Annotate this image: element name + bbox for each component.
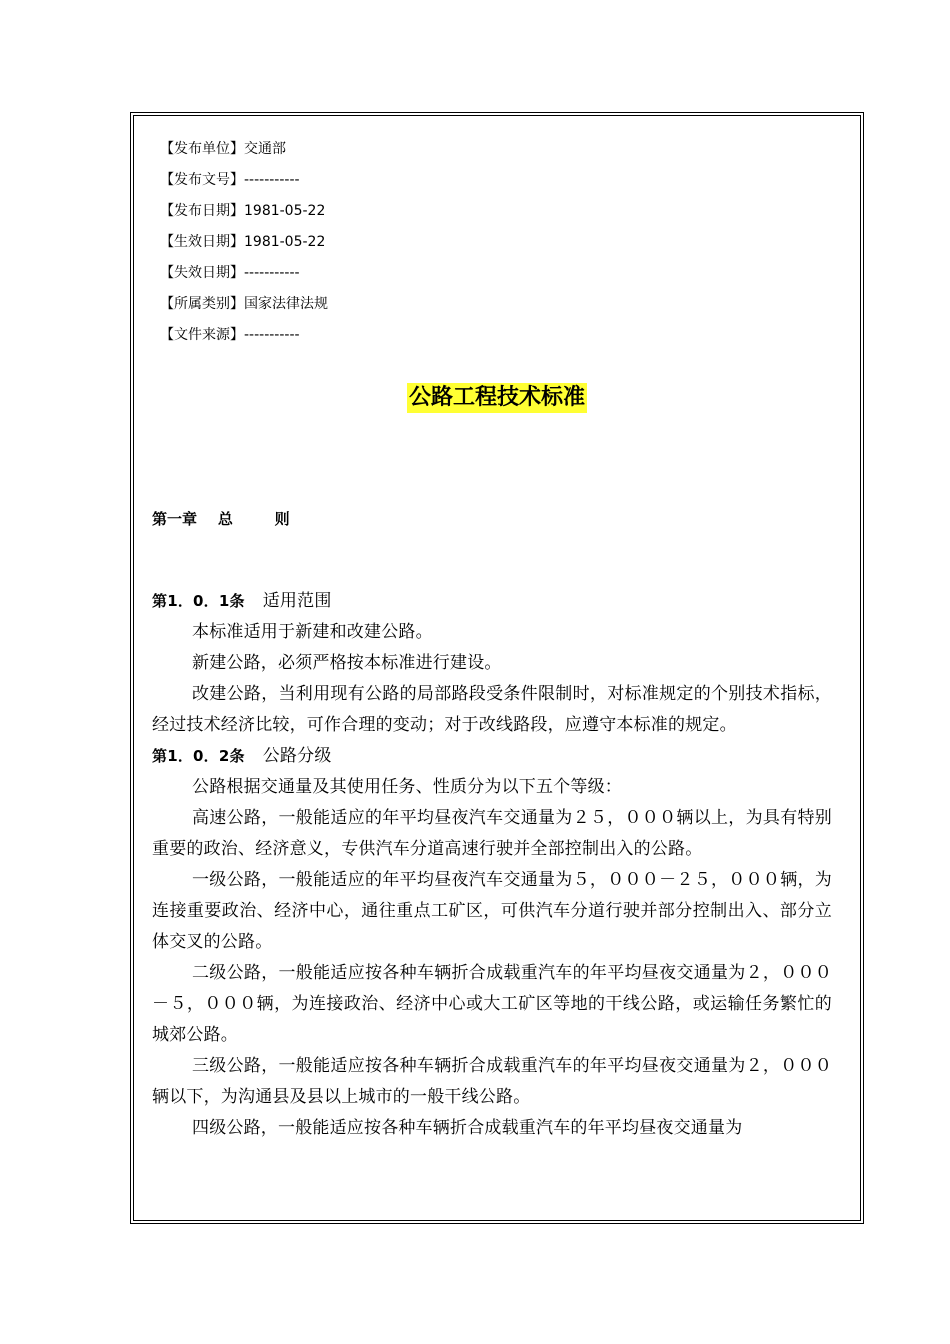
meta-value: 1981-05-22 xyxy=(244,203,326,219)
meta-row-publisher xyxy=(160,134,328,165)
meta-row-source xyxy=(160,320,328,351)
article-number: 第1．0．2条 xyxy=(152,747,245,765)
meta-value: ----------- xyxy=(244,327,300,343)
article-number: 第1．0．1条 xyxy=(152,592,245,610)
meta-row-doc-number xyxy=(160,165,328,196)
paragraph: 本标准适用于新建和改建公路。 xyxy=(192,622,433,642)
meta-label: 【失效日期】 xyxy=(160,265,244,281)
paragraph: 新建公路，必须严格按本标准进行建设。 xyxy=(192,653,502,673)
meta-label: 【文件来源】 xyxy=(160,327,244,343)
meta-row-publish-date xyxy=(160,196,328,227)
meta-label: 【发布日期】 xyxy=(160,203,244,219)
meta-row-expiry-date xyxy=(160,258,328,289)
chapter-heading: 第一章 总 则 xyxy=(152,510,290,528)
title-container xyxy=(130,383,864,413)
meta-label: 【发布单位】 xyxy=(160,141,244,157)
meta-label: 【生效日期】 xyxy=(160,234,244,250)
paragraph: 三级公路，一般能适应按各种车辆折合成载重汽车的年平均昼夜交通量为２，０００辆以下，为沟通县及县以上城市的一般干线公路。 xyxy=(152,1056,832,1107)
meta-row-effective-date xyxy=(160,227,328,258)
meta-value: ----------- xyxy=(244,265,300,281)
paragraph: 二级公路，一般能适应按各种车辆折合成载重汽车的年平均昼夜交通量为２，０００－５，０００辆，为连接政治、经济中心或大工矿区等地的干线公路，或运输任务繁忙的城郊公路。 xyxy=(152,963,832,1045)
paragraph: 改建公路，当利用现有公路的局部路段受条件限制时，对标准规定的个别技术指标，经过技术经济比较，可作合理的变动；对于改线路段，应遵守本标准的规定。 xyxy=(152,684,832,735)
document-body xyxy=(152,586,832,1144)
meta-value: 1981-05-22 xyxy=(244,234,326,250)
meta-value: 国家法律法规 xyxy=(244,296,328,312)
paragraph: 一级公路，一般能适应的年平均昼夜汽车交通量为５，０００－２５，０００辆，为连接重要政治、经济中心，通往重点工矿区，可供汽车分道行驶并部分控制出入、部分立体交叉的公路。 xyxy=(152,870,832,952)
paragraph: 高速公路，一般能适应的年平均昼夜汽车交通量为２５，０００辆以上，为具有特别重要的政治、经济意义，专供汽车分道高速行驶并全部控制出入的公路。 xyxy=(152,808,832,859)
article-title: 适用范围 xyxy=(262,591,332,611)
paragraph: 公路根据交通量及其使用任务、性质分为以下五个等级： xyxy=(192,777,622,797)
meta-label: 【发布文号】 xyxy=(160,172,244,188)
meta-label: 【所属类别】 xyxy=(160,296,244,312)
paragraph: 四级公路，一般能适应按各种车辆折合成载重汽车的年平均昼夜交通量为 xyxy=(192,1118,743,1138)
article-heading xyxy=(152,586,832,617)
meta-value: ----------- xyxy=(244,172,300,188)
document-metadata xyxy=(160,134,328,351)
article-heading xyxy=(152,741,832,772)
article-title: 公路分级 xyxy=(262,746,332,766)
meta-row-category xyxy=(160,289,328,320)
meta-value: 交通部 xyxy=(244,141,286,157)
document-title: 公路工程技术标准 xyxy=(407,383,587,413)
